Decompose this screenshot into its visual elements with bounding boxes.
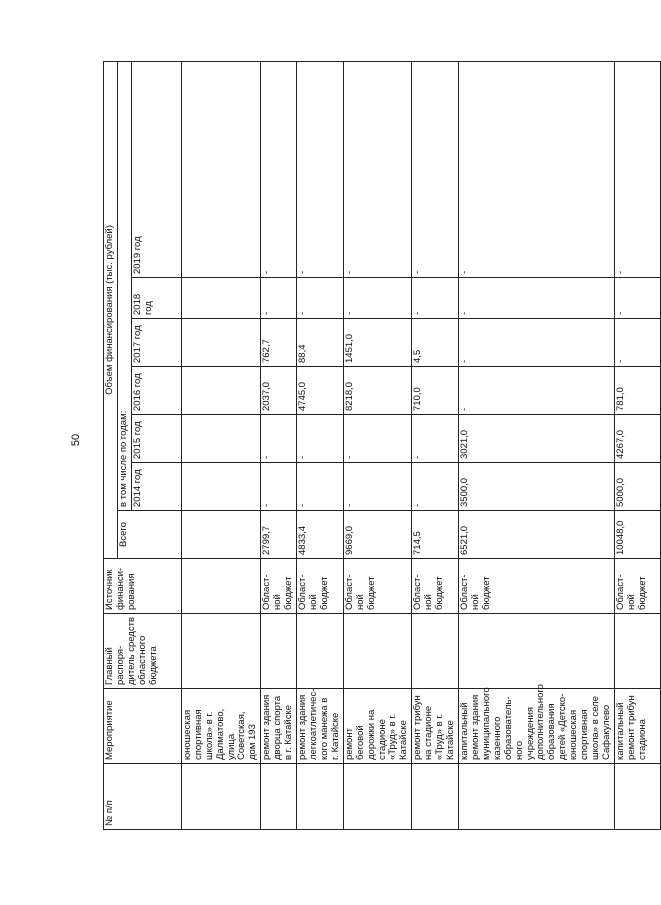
cell-2016: 781,0 [614, 367, 660, 415]
cell-num [614, 764, 660, 830]
header-year-2014: 2014 год [131, 463, 181, 511]
cell-manager [261, 614, 297, 689]
cell-2015 [181, 415, 260, 463]
cell-2014: - [297, 463, 344, 511]
cell-2014: - [412, 463, 459, 511]
cell-total: 6521,0 [458, 511, 614, 559]
cell-event: ремонт здания легкоатлетичес-кого манежа в г. Катайске [297, 689, 344, 764]
table-row [297, 61, 344, 829]
header-by-years: в том числе по годам: [117, 61, 131, 510]
header-source: Источник финанси-рования [104, 559, 182, 614]
cell-2016: - [458, 367, 614, 415]
cell-manager [297, 614, 344, 689]
header-funding-volume: Объем финансирования (тыс. рублей) [104, 61, 118, 558]
cell-event: ремонт беговой дорожки на стадионе «Труд» в г. Катайске [343, 689, 412, 764]
cell-2014: 3500,0 [458, 463, 614, 511]
cell-source [181, 559, 260, 614]
cell-num [297, 764, 344, 830]
cell-2019 [181, 61, 260, 277]
header-event: Мероприятие [104, 689, 182, 764]
cell-2014 [181, 463, 260, 511]
cell-2019: - [458, 61, 614, 277]
cell-2014: - [343, 463, 412, 511]
cell-2018: - [614, 278, 660, 319]
funding-table [103, 61, 661, 830]
cell-2018 [181, 278, 260, 319]
cell-manager [458, 614, 614, 689]
header-manager: Главный распоря-дитель средств областного бюджета [104, 614, 182, 689]
cell-event: ремонт здания дворца спорта в г. Катайске [261, 689, 297, 764]
cell-source: Област-ной бюджет [614, 559, 660, 614]
cell-2017: 762,7 [261, 319, 297, 367]
cell-2019: - [343, 61, 412, 277]
cell-total: 4833,4 [297, 511, 344, 559]
cell-total: 714,5 [412, 511, 459, 559]
header-year-2016: 2016 год [131, 367, 181, 415]
cell-num [181, 764, 260, 830]
cell-2015: 3021,0 [458, 415, 614, 463]
cell-2018: - [458, 278, 614, 319]
cell-2018: - [343, 278, 412, 319]
cell-2016 [181, 367, 260, 415]
header-total: Всего [117, 511, 181, 559]
header-num: № п/п [104, 764, 182, 830]
table-row [181, 61, 260, 829]
cell-event: ремонт трибун на стадионе «Труд» в г. Катайске [412, 689, 459, 764]
page-number: 50 [70, 433, 83, 447]
cell-2015: - [297, 415, 344, 463]
table-row [458, 61, 614, 829]
cell-total: 2799,7 [261, 511, 297, 559]
cell-source: Област-ной бюджет [297, 559, 344, 614]
cell-num [343, 764, 412, 830]
rotated-table-wrapper [103, 62, 648, 830]
cell-num [412, 764, 459, 830]
cell-2015: 4267,0 [614, 415, 660, 463]
cell-2019: - [297, 61, 344, 277]
cell-manager [412, 614, 459, 689]
cell-2016: 4745,0 [297, 367, 344, 415]
cell-source: Област-ной бюджет [343, 559, 412, 614]
table-row [261, 61, 297, 829]
header-year-2018: 2018 год [131, 278, 181, 319]
cell-2019: - [614, 61, 660, 277]
cell-2017 [181, 319, 260, 367]
cell-2015: - [412, 415, 459, 463]
cell-source: Област-ной бюджет [261, 559, 297, 614]
cell-2017: 1451,0 [343, 319, 412, 367]
cell-2015: - [343, 415, 412, 463]
cell-2016: 710,0 [412, 367, 459, 415]
cell-event: капитальный ремонт трибун стадиона [614, 689, 660, 764]
cell-2017: 4,5 [412, 319, 459, 367]
cell-2019: - [261, 61, 297, 277]
cell-num [458, 764, 614, 830]
cell-2019: - [412, 61, 459, 277]
cell-num [261, 764, 297, 830]
cell-2014: - [261, 463, 297, 511]
cell-2018: - [412, 278, 459, 319]
cell-2016: 8218,0 [343, 367, 412, 415]
cell-2018: - [297, 278, 344, 319]
cell-2017: - [458, 319, 614, 367]
header-row-1 [104, 61, 118, 829]
cell-2015: - [261, 415, 297, 463]
table-row [614, 61, 660, 829]
cell-2014: 5000,0 [614, 463, 660, 511]
table-row [412, 61, 459, 829]
cell-2017: - [614, 319, 660, 367]
cell-event: юношеская спортивная школа» в г. Далматово, улица Советская, дом 193 [181, 689, 260, 764]
cell-manager [343, 614, 412, 689]
cell-source: Област-ной бюджет [458, 559, 614, 614]
cell-2016: 2037,0 [261, 367, 297, 415]
cell-event: капитальный ремонт здания муниципального казенного образователь-ного учреждения дополнительного образования детей «Детско-юношеская спортивная школа» в селе Сафакулево [458, 689, 614, 764]
header-year-2017: 2017 год [131, 319, 181, 367]
cell-total [181, 511, 260, 559]
cell-manager [181, 614, 260, 689]
header-year-2019: 2019 год [131, 61, 181, 277]
table-row [343, 61, 412, 829]
cell-2017: 88,4 [297, 319, 344, 367]
cell-source: Област-ной бюджет [412, 559, 459, 614]
cell-manager [614, 614, 660, 689]
cell-total: 9669,0 [343, 511, 412, 559]
header-year-2015: 2015 год [131, 415, 181, 463]
cell-total: 10048,0 [614, 511, 660, 559]
cell-2018: - [261, 278, 297, 319]
